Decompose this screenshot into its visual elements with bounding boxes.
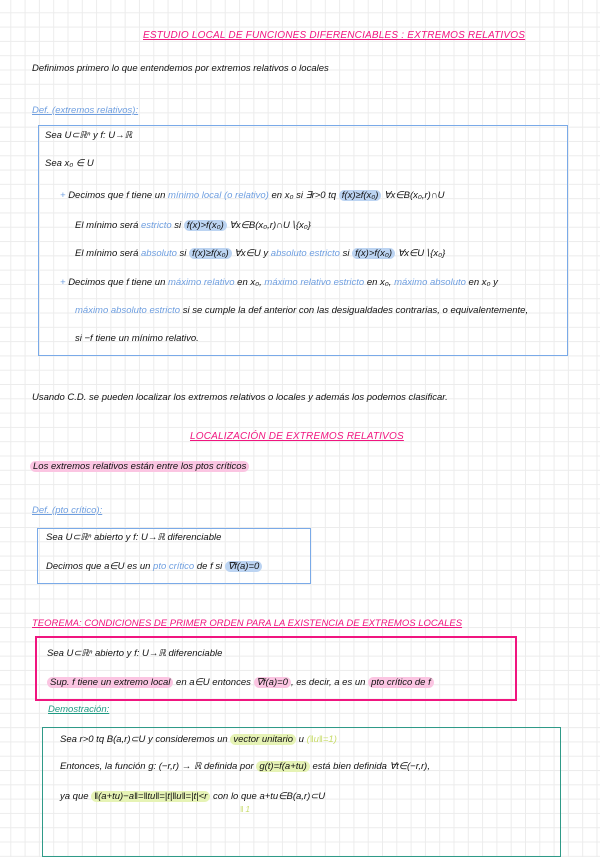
term-text: máximo relativo estricto	[264, 277, 365, 288]
line-text: , es decir, a es un	[290, 677, 369, 688]
line-text: Decimos que a∈U es un	[46, 561, 154, 572]
line-text: en a∈U entonces	[173, 677, 254, 688]
highlighted-formula: ∇f(a)=0	[254, 677, 291, 688]
line-text: ∀x∈U∖{x₀}	[395, 248, 446, 259]
def-extremos-box	[38, 125, 568, 356]
term-text: máximo absoluto	[394, 277, 466, 288]
term-text: (‖u‖=1)	[306, 734, 337, 745]
term-text: pto crítico	[153, 561, 195, 572]
highlighted-formula: f(x)>f(x₀)	[352, 248, 395, 259]
line-text: si	[171, 220, 184, 231]
def-extremos-heading: Def. (extremos relativos):	[32, 105, 139, 116]
line-text: en x₀ si ∃r>0 tq	[268, 190, 339, 201]
line-text: Sea U⊂ℝⁿ y f: U→ℝ	[45, 130, 133, 141]
theorem-heading: TEOREMA: CONDICIONES DE PRIMER ORDEN PARA LA EXISTENCIA DE EXTREMOS LOCALES	[32, 618, 463, 629]
theorem-line	[47, 676, 434, 690]
bullet-icon: +	[60, 190, 69, 201]
def2-line	[46, 531, 221, 545]
def1-line	[45, 157, 94, 171]
usando-text: Usando C.D. se pueden localizar los extremos relativos o locales y además los podemos clasificar.	[32, 392, 448, 403]
line-text: si se cumple la def anterior con las desigualdades contrarias, o equivalentemente,	[180, 305, 529, 316]
line-text: El mínimo será	[75, 248, 141, 259]
line-text: de f si	[194, 561, 225, 572]
line-text: Sea r>0 tq B(a,r)⊂U y consideremos un	[60, 734, 231, 745]
line-text: en x₀ y	[465, 277, 498, 288]
def1-line	[60, 276, 498, 290]
def2-line	[46, 560, 262, 574]
highlighted-formula: ‖(a+tu)−a‖=‖tu‖=|t|‖u‖=|t|<r	[91, 791, 210, 802]
highlighted-formula: f(x)>f(x₀)	[184, 220, 227, 231]
line-text: está bien definida ∀t∈(−r,r),	[309, 761, 430, 772]
line-text: si	[176, 248, 190, 259]
def-pto-critico-heading: Def. (pto crítico):	[32, 505, 103, 516]
line-text: El mínimo será	[75, 220, 141, 231]
line-text: ∀x∈B(x₀,r)∩U	[381, 190, 445, 201]
term-text: absoluto estricto	[270, 248, 340, 259]
page-title: ESTUDIO LOCAL DE FUNCIONES DIFERENCIABLES : EXTREMOS RELATIVOS	[143, 30, 526, 41]
norm-equals-one-annotation: ‖ 1	[240, 805, 250, 814]
def1-line	[60, 189, 445, 203]
line-text: Decimos que f tiene un	[68, 190, 168, 201]
line-text: si	[339, 248, 353, 259]
theorem-line	[47, 647, 222, 661]
highlighted-formula: f(x)≥f(x₀)	[189, 248, 232, 259]
def1-line	[75, 247, 445, 261]
section-title-localizacion: LOCALIZACIÓN DE EXTREMOS RELATIVOS	[190, 431, 404, 442]
line-text: u	[296, 734, 307, 745]
bullet-icon: +	[60, 277, 69, 288]
term-text: estricto	[141, 220, 172, 231]
highlighted-formula: f(x)≥f(x₀)	[339, 190, 382, 201]
critical-note-text: Los extremos relativos están entre los ptos críticos	[30, 461, 249, 472]
line-text: Entonces, la función g: (−r,r) → ℝ definida por	[60, 761, 257, 772]
critical-note	[30, 460, 249, 474]
proof-line	[60, 760, 430, 774]
line-text: ya que	[60, 791, 92, 802]
proof-line	[60, 790, 325, 804]
line-text: si −f tiene un mínimo relativo.	[75, 333, 199, 344]
term-text: máximo absoluto estricto	[75, 305, 181, 316]
term-text: máximo relativo	[168, 277, 235, 288]
line-text: ∀x∈U y	[231, 248, 271, 259]
highlighted-formula: Sup. f tiene un extremo local	[47, 677, 173, 688]
line-text: en x₀,	[234, 277, 265, 288]
line-text: Decimos que f tiene un	[68, 277, 168, 288]
line-text: Sea U⊂ℝⁿ abierto y f: U→ℝ diferenciable	[46, 532, 222, 543]
term-text: absoluto	[141, 248, 177, 259]
line-text: ∀x∈B(x₀,r)∩U∖{x₀}	[226, 220, 311, 231]
proof-line	[60, 733, 337, 747]
highlighted-formula: ∇f(a)=0	[225, 561, 262, 572]
highlighted-formula: vector unitario	[230, 734, 296, 745]
line-text: en x₀,	[364, 277, 395, 288]
term-text: mínimo local (o relativo)	[168, 190, 269, 201]
intro-text: Definimos primero lo que entendemos por extremos relativos o locales	[32, 63, 329, 74]
def1-line	[75, 332, 199, 346]
line-text: con lo que a+tu∈B(a,r)⊂U	[210, 791, 326, 802]
theorem-box	[35, 636, 517, 701]
line-text: Sea x₀ ∈ U	[45, 158, 94, 169]
def1-line	[45, 129, 132, 143]
highlighted-formula: pto crítico de f	[368, 677, 434, 688]
def1-line	[75, 219, 311, 233]
def1-line	[75, 304, 528, 318]
proof-heading: Demostración:	[48, 704, 110, 715]
highlighted-formula: g(t)=f(a+tu)	[256, 761, 310, 772]
line-text: Sea U⊂ℝⁿ abierto y f: U→ℝ diferenciable	[47, 648, 223, 659]
